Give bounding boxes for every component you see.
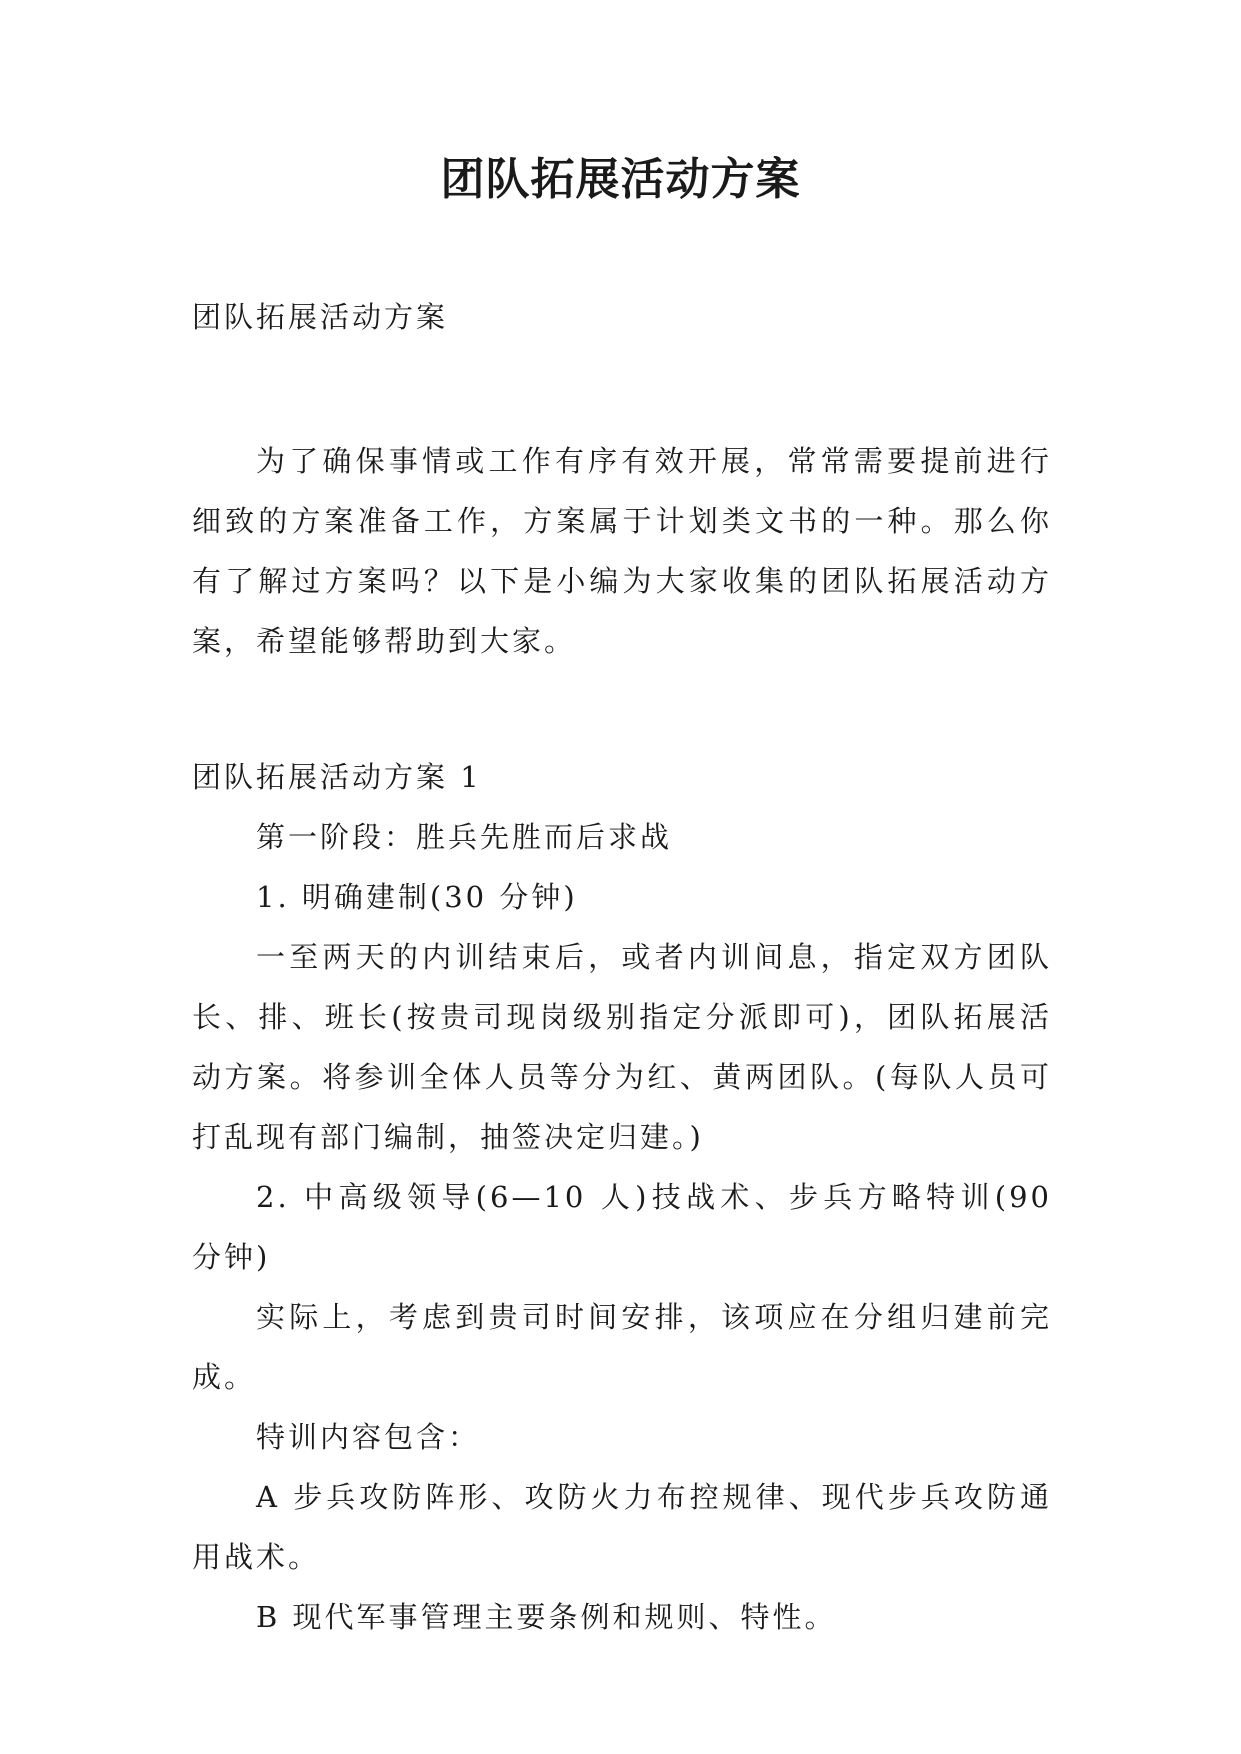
document-title: 团队拓展活动方案 (440, 154, 801, 205)
document-subtitle: 团队拓展活动方案 (192, 300, 449, 334)
paragraph-training-content: 特训内容包含： (256, 1420, 481, 1454)
spacer (192, 671, 1052, 747)
paragraph-grouping: 一至两天的内训结束后，或者内训间息，指定双方团队长、排、班长(按贵司现岗级别指定分派即可)，团队拓展活动方案。将参训全体人员等分为红、黄两团队。(每队人员可打乱现有部门编制，抽签决定归建。) (192, 940, 1052, 1154)
document-body (192, 287, 1052, 1647)
paragraph-item-one: 1. 明确建制(30 分钟) (256, 880, 578, 914)
paragraph-item-two: 2. 中高级领导(6—10 人)技战术、步兵方略特训(90 分钟) (192, 1180, 1052, 1274)
paragraph-content-b: B 现代军事管理主要条例和规则、特性。 (256, 1600, 837, 1634)
paragraph-content-a: A 步兵攻防阵形、攻防火力布控规律、现代步兵攻防通用战术。 (192, 1480, 1052, 1574)
intro-paragraph: 为了确保事情或工作有序有效开展，常常需要提前进行细致的方案准备工作，方案属于计划类文书的一种。那么你有了解过方案吗？以下是小编为大家收集的团队拓展活动方案，希望能够帮助到大家。 (192, 444, 1052, 658)
paragraph-schedule-note: 实际上，考虑到贵司时间安排，该项应在分组归建前完成。 (192, 1300, 1052, 1394)
spacer (192, 347, 1052, 431)
section-heading: 团队拓展活动方案 1 (192, 760, 482, 794)
paragraph-stage-one: 第一阶段：胜兵先胜而后求战 (256, 820, 673, 854)
